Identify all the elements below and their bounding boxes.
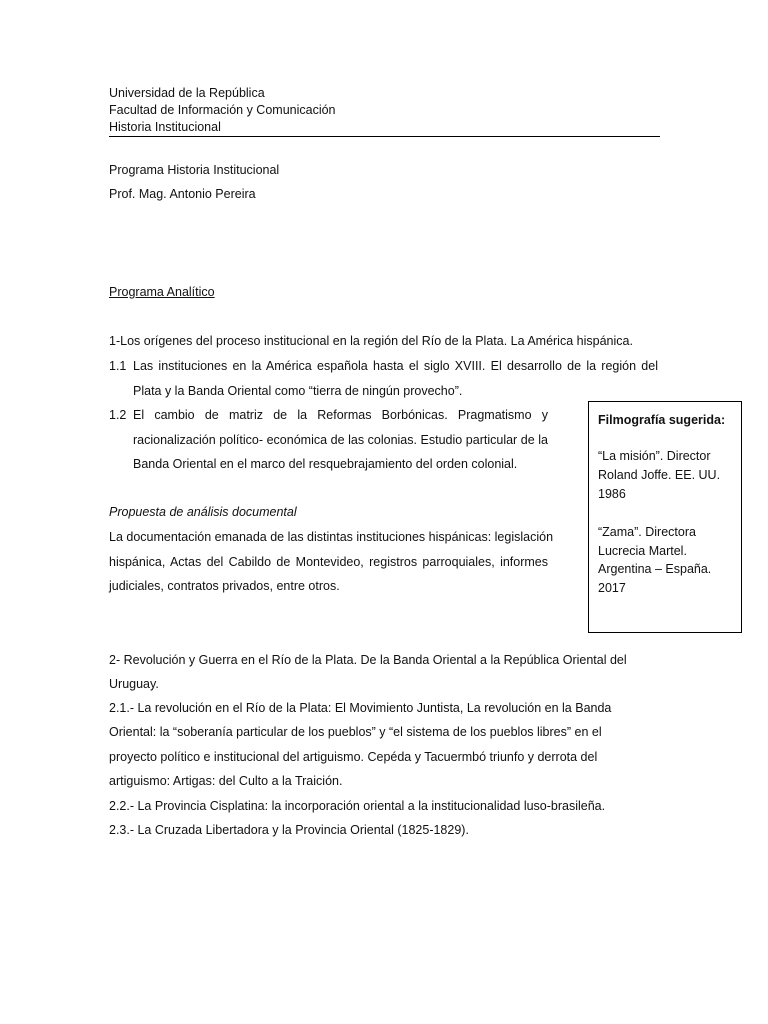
faculty-name: Facultad de Información y Comunicación (109, 103, 336, 117)
film1-line: 1986 (598, 487, 626, 501)
unit1-item1-line: Plata y la Banda Oriental como “tierra de ningún provecho”. (133, 383, 463, 398)
unit1-item2-line: Banda Oriental en el marco del resquebrajamiento del orden colonial. (133, 457, 518, 471)
film1-line: Roland Joffe. EE. UU. (598, 468, 721, 482)
film2-line: Lucrecia Martel. (598, 544, 687, 558)
unit2-item1-line: artiguismo: Artigas: del Culto a la Traición. (109, 774, 343, 788)
unit1-item2-number: 1.2 (109, 408, 127, 422)
filmography-box (588, 401, 742, 633)
university-name: Universidad de la República (109, 86, 265, 100)
proposal-line: judiciales, contratos privados, entre otros. (109, 579, 340, 593)
unit2-item1-line: Oriental: la “soberanía particular de los pueblos” y “el sistema de los pueblos libres” en el (109, 725, 602, 739)
unit1-item2-text (133, 407, 548, 481)
unit1-item1-number: 1.1 (109, 359, 127, 373)
proposal-line: La documentación emanada de las distintas instituciones hispánicas: legislación (109, 530, 554, 544)
unit1-item1-text (133, 358, 658, 407)
course-name: Historia Institucional (109, 120, 221, 134)
unit2-item2: 2.2.- La Provincia Cisplatina: la incorporación oriental a la institucionalidad luso-brasileña. (109, 799, 606, 813)
program-title: Programa Historia Institucional (109, 163, 280, 177)
proposal-text (109, 529, 554, 603)
unit1-item1-line: Las instituciones en la América española hasta el siglo XVIII. El desarrollo de la región del (133, 359, 658, 373)
filmography-title: Filmografía sugerida: (598, 413, 726, 427)
unit2-heading-line: Uruguay. (109, 677, 159, 691)
unit2-item3: 2.3.- La Cruzada Libertadora y la Provincia Oriental (1825-1829). (109, 823, 469, 837)
unit1-item2-line: El cambio de matriz de la Reformas Borbónicas. Pragmatismo y (133, 408, 548, 422)
proposal-line: hispánica, Actas del Cabildo de Montevideo, registros parroquiales, informes (109, 554, 548, 569)
professor-name: Prof. Mag. Antonio Pereira (109, 187, 256, 201)
unit2-item1-line: 2.1.- La revolución en el Río de la Plata: El Movimiento Juntista, La revolución en la Banda (109, 701, 612, 715)
film2-line: “Zama”. Directora (598, 525, 696, 539)
film2-line: 2017 (598, 581, 626, 595)
header-divider (109, 136, 660, 137)
unit2-item1-line: proyecto político e institucional del artiguismo. Cepéda y Tacuermbó triunfo y derrota del (109, 750, 598, 764)
film1-line: “La misión”. Director (598, 449, 711, 463)
proposal-title: Propuesta de análisis documental (109, 505, 297, 519)
film2-line: Argentina – España. (598, 562, 712, 576)
section-title: Programa Analítico (109, 285, 215, 299)
unit1-heading: 1-Los orígenes del proceso institucional en la región del Río de la Plata. La América hispánica. (109, 334, 633, 348)
unit2-heading-line: 2- Revolución y Guerra en el Río de la Plata. De la Banda Oriental a la República Oriental del (109, 653, 627, 667)
unit1-item2-line: racionalización político- económica de las colonias. Estudio particular de la (133, 432, 548, 447)
